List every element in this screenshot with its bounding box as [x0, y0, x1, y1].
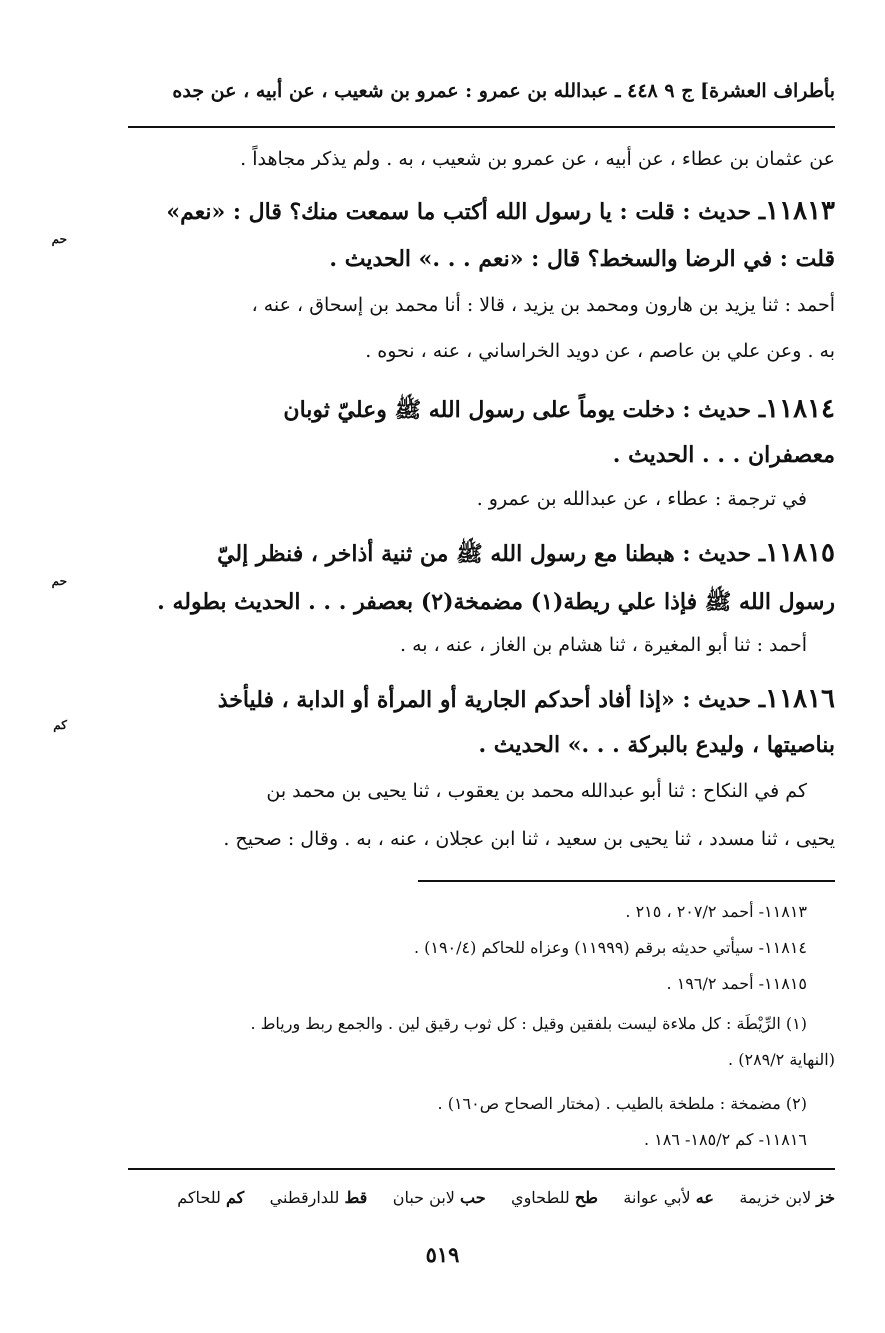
hadith-11813-line-2: قلت : في الرضا والسخط؟ قال : «نعم . . .» الحديث . — [329, 246, 835, 272]
footnote: ١١٨١٤- سيأتي حديثه برقم (١١٩٩٩) وعزاه للحاكم (١٩٠/٤) . — [413, 938, 807, 957]
hadith-11814-source-1: في ترجمة : عطاء ، عن عبدالله بن عمرو . — [476, 488, 807, 510]
footnote: ١١٨١٣- أحمد ٢٠٧/٢ ، ٢١٥ . — [625, 902, 807, 921]
abbreviations-legend — [50, 1188, 835, 1207]
source-mark: حم — [51, 232, 67, 246]
hadith-11816-line-2: بناصيتها ، وليدع بالبركة . . .» الحديث . — [478, 732, 835, 758]
hadith-11815-line-2: رسول الله ﷺ فإذا علي ريطة(١) مضمخة(٢) بعصفر . . . الحديث بطوله . — [157, 589, 835, 615]
hadith-11813-source-2: به . وعن علي بن عاصم ، عن دويد الخراساني ، عنه ، نحوه . — [365, 340, 835, 362]
source-mark: حم — [51, 574, 67, 588]
hadith-text: ـ حديث : دخلت يوماً على رسول الله ﷺ وعليّ ثوبان — [283, 397, 766, 423]
abbreviation-item: حب لابن حبان — [392, 1188, 486, 1207]
hadith-11815-line-1 — [50, 538, 835, 572]
footnote: (٢) مضمخة : ملطخة بالطيب . (مختار الصحاح ص١٦٠) . — [437, 1094, 807, 1113]
header-rule — [128, 126, 835, 128]
hadith-11813-source-1: أحمد : ثنا يزيد بن هارون ومحمد بن يزيد ، قالا : أنا محمد بن إسحاق ، عنه ، — [251, 294, 835, 316]
footnote: (النهاية ٢٨٩/٢) . — [728, 1050, 835, 1069]
abbreviations-rule — [128, 1168, 835, 1170]
hadith-11815-source-1: أحمد : ثنا أبو المغيرة ، ثنا هشام بن الغاز ، عنه ، به . — [400, 634, 807, 656]
source-mark: كم — [53, 718, 67, 732]
hadith-text: ـ حديث : قلت : يا رسول الله أكتب ما سمعت منك؟ قال : «نعم» — [166, 199, 766, 225]
continuation-text: عن عثمان بن عطاء ، عن أبيه ، عن عمرو بن شعيب ، به . ولم يذكر مجاهداً . — [240, 148, 835, 170]
footnote-rule — [418, 880, 835, 882]
hadith-11814-line-2: معصفران . . . الحديث . — [612, 442, 835, 468]
footnote: ١١٨١٥- أحمد ١٩٦/٢ . — [666, 974, 807, 993]
abbreviation-item: طح للطحاوي — [511, 1188, 598, 1207]
hadith-text: ـ حديث : هبطنا مع رسول الله ﷺ من ثنية أذاخر ، فنظر إليّ — [217, 541, 766, 567]
hadith-11813-line-1 — [50, 196, 835, 226]
hadith-number: ١١٨١٣ — [765, 196, 835, 226]
hadith-number: ١١٨١٤ — [765, 394, 835, 424]
abbreviation-item: خز لابن خزيمة — [739, 1188, 835, 1207]
abbreviation-item: قط للدارقطني — [269, 1188, 368, 1207]
hadith-number: ١١٨١٥ — [765, 538, 835, 568]
hadith-text: ـ حديث : «إذا أفاد أحدكم الجارية أو المرأة أو الدابة ، فليأخذ — [217, 687, 766, 713]
hadith-11814-line-1 — [50, 394, 835, 428]
hadith-11816-source-2: يحيى ، ثنا مسدد ، ثنا يحيى بن سعيد ، ثنا ابن عجلان ، عنه ، به . وقال : صحيح . — [223, 828, 835, 850]
abbreviation-item: عه لأبي عوانة — [623, 1188, 714, 1207]
hadith-11816-line-1 — [50, 684, 835, 714]
page-number: ٥١٩ — [425, 1242, 460, 1267]
footnote: (١) الرِّيْطَة : كل ملاءة ليست بلفقين وقيل : كل ثوب رقيق لين . والجمع ربط ورياط . — [250, 1014, 807, 1033]
hadith-number: ١١٨١٦ — [765, 684, 835, 714]
footnote: ١١٨١٦- كم ١٨٥/٢- ١٨٦ . — [643, 1130, 807, 1149]
abbreviation-item: كم للحاكم — [177, 1188, 245, 1207]
hadith-11816-source-1: كم في النكاح : ثنا أبو عبدالله محمد بن يعقوب ، ثنا يحيى بن محمد بن — [266, 780, 807, 802]
running-header: بأطراف العشرة] ج ٩ ٤٤٨ ـ عبدالله بن عمرو : عمرو بن شعيب ، عن أبيه ، عن جده — [172, 80, 835, 102]
